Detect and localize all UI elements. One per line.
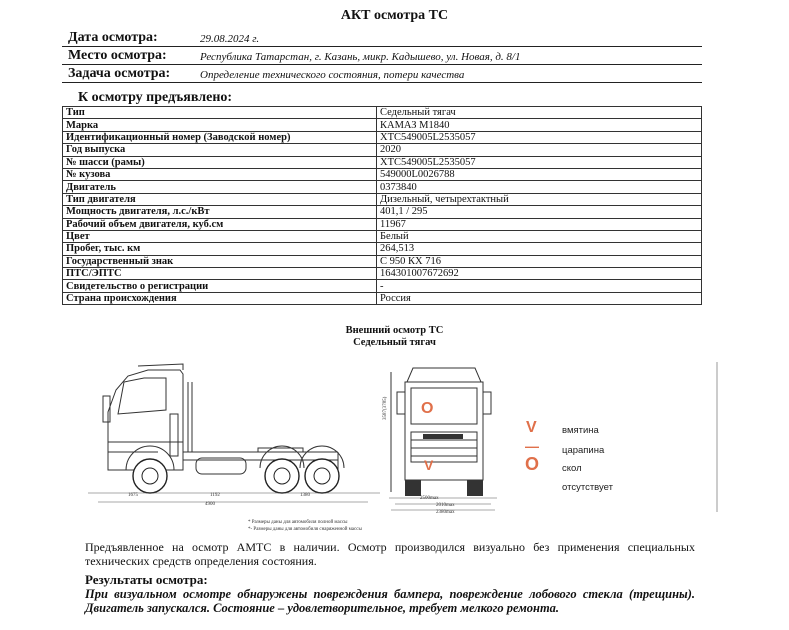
truck-side-view-drawing xyxy=(88,352,380,512)
spec-row xyxy=(63,280,702,292)
task-label: Задача осмотра: xyxy=(68,66,171,81)
spec-value: - xyxy=(377,280,702,292)
front-dim-1: 2500max xyxy=(420,496,439,501)
spec-value: КАМАЗ М1840 xyxy=(377,119,702,131)
dimension-line-right xyxy=(712,362,722,512)
inspection-paragraph: Предъявленное на осмотр АМТС в наличии. Осмотр производился визуально без применения специальных технических средств определения состояния. xyxy=(85,540,695,568)
spec-row xyxy=(63,131,702,143)
damage-mark-chip: O xyxy=(421,400,434,417)
spec-value: 549000L0026788 xyxy=(377,168,702,180)
spec-row xyxy=(63,193,702,205)
spec-value: 0373840 xyxy=(377,181,702,193)
act-title: АКТ осмотра ТС xyxy=(340,8,449,23)
drawing-note-2: *- Размеры даны для автомобиля снаряженной массы xyxy=(248,527,362,532)
spec-row xyxy=(63,255,702,267)
spec-key: Страна происхождения xyxy=(63,292,377,304)
spec-key: Пробег, тыс. км xyxy=(63,243,377,255)
dim-label-3: 1380 xyxy=(300,493,310,498)
spec-key: Рабочий объем двигателя, куб.см xyxy=(63,218,377,230)
front-dim-2: 2010max xyxy=(436,503,455,508)
spec-key: № шасси (рамы) xyxy=(63,156,377,168)
spec-row xyxy=(63,144,702,156)
spec-value: Белый xyxy=(377,230,702,242)
spec-row xyxy=(63,268,702,280)
spec-key: Мощность двигателя, л.с./кВт xyxy=(63,206,377,218)
header-row-date xyxy=(62,30,702,47)
spec-value: 264,513 xyxy=(377,243,702,255)
legend-label-dent: вмятина xyxy=(562,425,599,436)
spec-key: Тип xyxy=(63,107,377,119)
legend-symbol-scratch: — xyxy=(525,438,539,454)
spec-value: 2020 xyxy=(377,144,702,156)
task-value: Определение технического состояния, потери качества xyxy=(200,69,465,81)
spec-value: XTC549005L2535057 xyxy=(377,156,702,168)
spec-key: Свидетельство о регистрации xyxy=(63,280,377,292)
header-row-place xyxy=(62,48,702,65)
legend-symbol-chip: O xyxy=(525,454,540,474)
exterior-subtitle: Седельный тягач xyxy=(353,337,436,348)
height-dim-label: 3587(3785) xyxy=(383,396,388,420)
spec-value: Россия xyxy=(377,292,702,304)
spec-key: Двигатель xyxy=(63,181,377,193)
spec-value: 401,1 / 295 xyxy=(377,206,702,218)
spec-key: Марка xyxy=(63,119,377,131)
header-row-task xyxy=(62,66,702,83)
legend-symbol-dent: V xyxy=(526,419,537,436)
spec-row xyxy=(63,156,702,168)
drawing-note-1: * Размеры даны для автомобиля полной массы xyxy=(248,520,348,525)
damage-mark-dent: V xyxy=(424,457,434,473)
spec-value: XTC549005L2535057 xyxy=(377,131,702,143)
spec-value: С 950 КХ 716 xyxy=(377,255,702,267)
dim-label-2: 1192 xyxy=(210,493,220,498)
spec-table xyxy=(62,106,702,305)
spec-row xyxy=(63,218,702,230)
spec-row xyxy=(63,206,702,218)
spec-row xyxy=(63,230,702,242)
dim-label-4: 4900 xyxy=(205,502,215,507)
spec-key: Государственный знак xyxy=(63,255,377,267)
spec-key: № кузова xyxy=(63,168,377,180)
spec-row xyxy=(63,107,702,119)
spec-row xyxy=(63,243,702,255)
results-text: При визуальном осмотре обнаружены повреждения бампера, повреждение лобового стекла (трещины). Двигатель запускался. Состояние – удовлетворительное, требует мелкого ремонта. xyxy=(85,587,695,615)
spec-key: Тип двигателя xyxy=(63,193,377,205)
spec-value: 11967 xyxy=(377,218,702,230)
spec-row xyxy=(63,292,702,304)
legend-label-chip: скол xyxy=(562,463,582,474)
spec-key: Цвет xyxy=(63,230,377,242)
spec-value: Седельный тягач xyxy=(377,107,702,119)
spec-value: 164301007672692 xyxy=(377,268,702,280)
spec-key: Год выпуска xyxy=(63,144,377,156)
place-label: Место осмотра: xyxy=(68,48,167,63)
exterior-title: Внешний осмотр ТС xyxy=(345,325,444,336)
results-heading: Результаты осмотра: xyxy=(85,572,208,587)
truck-front-view-drawing xyxy=(385,352,500,517)
spec-key: Идентификационный номер (Заводской номер) xyxy=(63,131,377,143)
legend-label-scratch: царапина xyxy=(562,445,605,456)
spec-value: Дизельный, четырехтактный xyxy=(377,193,702,205)
place-value: Республика Татарстан, г. Казань, микр. Кадышево, ул. Новая, д. 8/1 xyxy=(200,51,521,63)
date-value: 29.08.2024 г. xyxy=(200,33,260,45)
spec-row xyxy=(63,119,702,131)
front-dim-3: 2380max xyxy=(436,510,455,515)
dim-label-1: 1675 xyxy=(128,493,138,498)
spec-row xyxy=(63,168,702,180)
date-label: Дата осмотра: xyxy=(68,30,158,45)
spec-key: ПТС/ЭПТС xyxy=(63,268,377,280)
presented-title: К осмотру предъявлено: xyxy=(78,90,233,105)
legend-label-missing: отсутствует xyxy=(562,482,613,493)
spec-row xyxy=(63,181,702,193)
